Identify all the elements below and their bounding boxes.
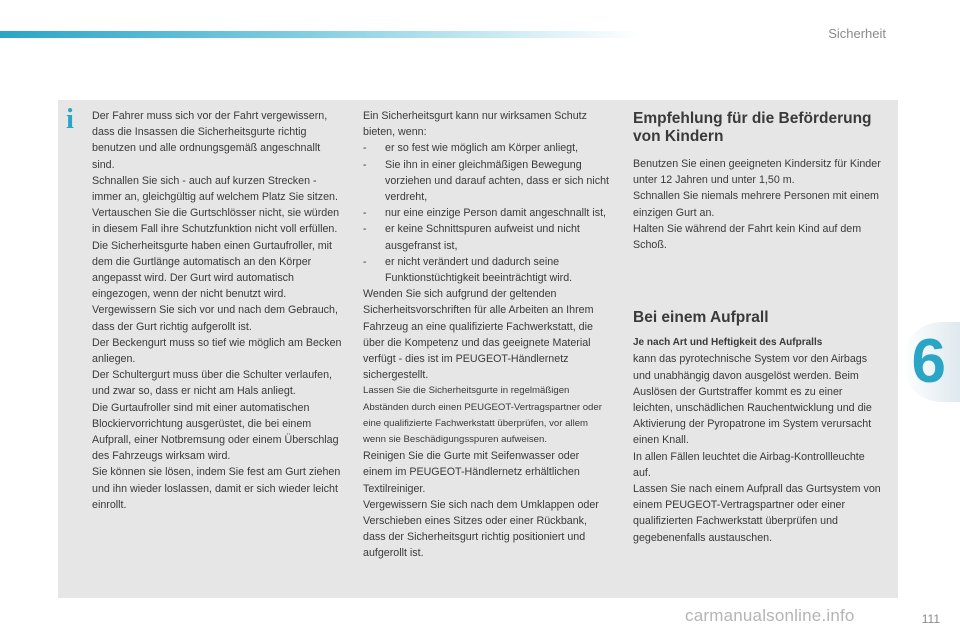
bullet-dash: -: [363, 158, 367, 171]
paragraph: Der Schultergurt muss über die Schulter verlaufen, und zwar so, dass er nicht am Hals anliegt.: [92, 369, 332, 398]
heading-children: Empfehlung für die Beförderung von Kindern: [633, 110, 872, 145]
page-number: 111: [921, 612, 940, 626]
list-item-text: nur eine einzige Person damit angeschnallt ist,: [385, 207, 607, 220]
paragraph: Sie können sie lösen, indem Sie fest am Gurt ziehen und ihn wieder loslassen, damit er sich wieder leicht einrollt.: [92, 466, 341, 511]
list-item: [363, 205, 611, 221]
column-children-impact: [633, 108, 885, 546]
paragraph: Wenden Sie sich aufgrund der geltenden Sicherheitsvorschriften für alle Arbeiten an Ihrem Fahrzeug an eine qualifizierte Fachwerkstatt, die über die Kompetenz und das geeignete Material verfügt - dies ist im PEUGEOT-Händlernetz sichergestellt.: [363, 288, 594, 382]
watermark: carmanualsonline.info: [685, 606, 855, 625]
paragraph: Der Fahrer muss sich vor der Fahrt vergewissern, dass die Insassen die Sicherheitsgurte richtig benutzen und alle ordnungsgemäß angeschnallt sind.: [92, 110, 328, 171]
list-item: [363, 221, 611, 253]
paragraph-small: Lassen Sie die Sicherheitsgurte in regelmäßigen Abständen durch einen PEUGEOT-Vertragspartner oder eine qualifizierte Fachwerkstatt überprüfen, vor allem wenn sie Beschädigungsspuren aufweisen.: [363, 385, 602, 446]
bullet-dash: -: [363, 207, 367, 220]
bullet-dash: -: [363, 255, 367, 268]
paragraph: kann das pyrotechnische System vor den Airbags und unabhängig davon ausgelöst werden. Beim Auslösen der Gurtstraffer kommt es zu einer leichten, unschädlichen Rauchentwicklung und die Aktivierung der Pyropatrone im System verursacht einen Knall.: [633, 353, 872, 447]
paragraph: Benutzen Sie einen geeigneten Kindersitz für Kinder unter 12 Jahren und unter 1,50 m.: [633, 158, 881, 187]
paragraph: Die Gurtaufroller sind mit einer automatischen Blockiervorrichtung ausgerüstet, die bei einem Aufprall, einer Notbremsung oder einem Überschlag des Fahrzeugs wirksam wird.: [92, 401, 339, 463]
paragraph: Vergewissern Sie sich vor und nach dem Gebrauch, dass der Gurt richtig aufgerollt ist.: [92, 304, 338, 333]
paragraph: Schnallen Sie niemals mehrere Personen mit einem einzigen Gurt an.: [633, 190, 879, 219]
section-title: Sicherheit: [828, 26, 886, 41]
bullet-dash: -: [363, 142, 367, 155]
header-accent-bar: [0, 31, 640, 38]
paragraph: Der Beckengurt muss so tief wie möglich am Becken anliegen.: [92, 336, 342, 366]
column-seatbelt-conditions: [363, 108, 611, 562]
list-item-text: er so fest wie möglich am Körper anliegt,: [385, 142, 579, 155]
list-item-text: Sie ihn in einer gleichmäßigen Bewegung vorziehen und darauf achten, dass er sich nicht verdreht,: [385, 158, 609, 204]
list-item-text: er nicht verändert und dadurch seine Funktionstüchtigkeit beeinträchtigt wird.: [385, 255, 573, 285]
info-icon: i: [66, 104, 74, 135]
paragraph: Lassen Sie nach einem Aufprall das Gurtsystem von einem PEUGEOT-Vertragspartner oder einer qualifizierten Fachwerkstatt überprüfen und gegebenenfalls austauschen.: [633, 483, 881, 544]
intro-text: Ein Sicherheitsgurt kann nur wirksamen Schutz bieten, wenn:: [363, 110, 587, 139]
paragraph: Schnallen Sie sich - auch auf kurzen Strecken - immer an, gleichgültig auf welchem Platz Sie sitzen.: [92, 174, 338, 204]
paragraph: In allen Fällen leuchtet die Airbag-Kontrollleuchte auf.: [633, 450, 865, 479]
paragraph: Halten Sie während der Fahrt kein Kind auf dem Schoß.: [633, 222, 862, 252]
bullet-dash: -: [363, 223, 367, 236]
list-item-text: er keine Schnittspuren aufweist und nicht ausgefranst ist,: [385, 223, 580, 252]
list-item: [363, 140, 611, 156]
lead-text: Je nach Art und Heftigkeit des Aufpralls: [633, 337, 823, 349]
heading-impact: Bei einem Aufprall: [633, 309, 769, 327]
paragraph: Reinigen Sie die Gurte mit Seifenwasser oder einem im PEUGEOT-Händlernetz erhältlichen Textilreiniger.: [363, 450, 580, 495]
chapter-number: 6: [911, 327, 946, 396]
column-seatbelt-usage: [92, 108, 344, 513]
paragraph: Vertauschen Sie die Gurtschlösser nicht, sie würden in diesem Fall ihre Schutzfunktion nicht voll erfüllen.: [92, 207, 340, 236]
paragraph: Vergewissern Sie sich nach dem Umklappen oder Verschieben eines Sitzes oder einer Rückbank, dass der Sicherheitsgurt richtig positioniert und aufgerollt ist.: [363, 498, 599, 560]
list-item: [363, 157, 611, 206]
paragraph: Die Sicherheitsgurte haben einen Gurtaufroller, mit dem die Gurtlänge automatisch an den Körper angepasst wird. Der Gurt wird automatisch eingezogen, wenn der nicht benutzt wird.: [92, 239, 333, 301]
list-item: [363, 254, 611, 286]
